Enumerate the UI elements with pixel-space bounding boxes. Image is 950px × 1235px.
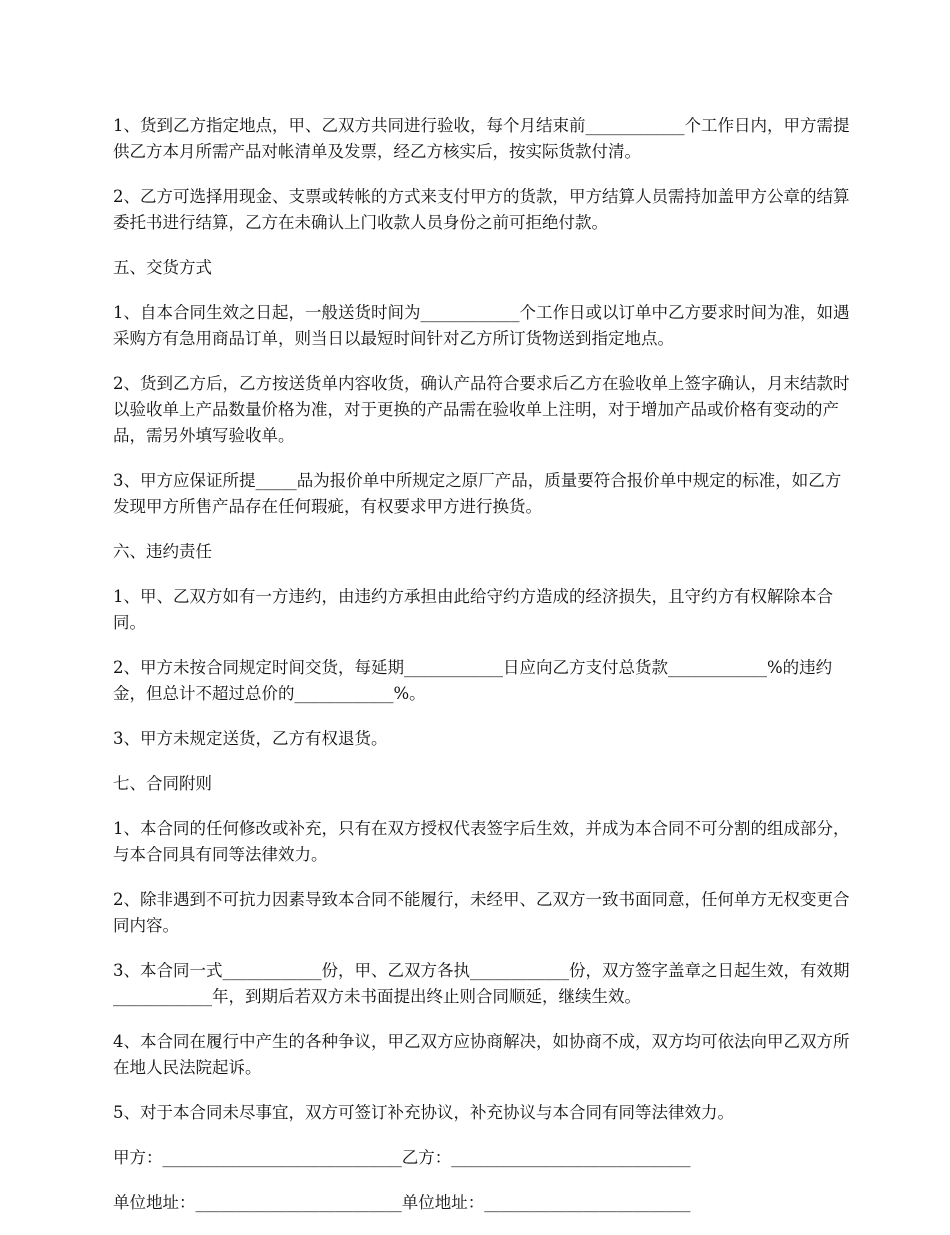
payment-clause-2: 2、乙方可选择用现金、支票或转帐的方式来支付甲方的货款，甲方结算人员需持加盖甲方公章的结算委托书进行结算，乙方在未确认上门收款人员身份之前可拒绝付款。 — [113, 187, 850, 232]
address-signature-line: 单位地址：_________________________单位地址：_________________________ — [113, 1193, 691, 1212]
document-page — [113, 113, 855, 1235]
liability-clause-1: 1、甲、乙双方如有一方违约，由违约方承担由此给守约方造成的经济损失，且守约方有权解除本合同。 — [113, 587, 833, 632]
delivery-clause-3: 3、甲方应保证所提_____品为报价单中所规定之原厂产品，质量要符合报价单中规定的标准，如乙方发现甲方所售产品存在任何瑕疵，有权要求甲方进行换货。 — [113, 471, 842, 516]
party-signature-line: 甲方：_____________________________乙方：_____________________________ — [113, 1148, 691, 1167]
liability-clause-2: 2、甲方未按合同规定时间交货，每延期____________日应向乙方支付总货款____________%的违约金，但总计不超过总价的____________%。 — [113, 658, 833, 703]
section-heading-liability: 六、违约责任 — [113, 542, 212, 561]
section-heading-delivery: 五、交货方式 — [113, 258, 212, 277]
supplementary-clause-5: 5、对于本合同未尽事宜，双方可签订补充协议，补充协议与本合同有同等法律效力。 — [113, 1103, 734, 1122]
supplementary-clause-4: 4、本合同在履行中产生的各种争议，甲乙双方应协商解决，如协商不成，双方均可依法向甲乙双方所在地人民法院起诉。 — [113, 1032, 850, 1077]
supplementary-clause-3: 3、本合同一式____________份，甲、乙双方各执____________份，双方签字盖章之日起生效，有效期____________年，到期后若双方未书面提出终止则合同顺延，继续生效。 — [113, 961, 850, 1006]
supplementary-clause-2: 2、除非遇到不可抗力因素导致本合同不能履行，未经甲、乙双方一致书面同意，任何单方无权变更合同内容。 — [113, 890, 850, 935]
payment-clause-1: 1、货到乙方指定地点，甲、乙双方共同进行验收，每个月结束前____________个工作日内，甲方需提供乙方本月所需产品对帐清单及发票，经乙方核实后，按实际货款付清。 — [113, 116, 850, 161]
delivery-clause-1: 1、自本合同生效之日起，一般送货时间为____________个工作日或以订单中乙方要求时间为准，如遇采购方有急用商品订单，则当日以最短时间针对乙方所订货物送到指定地点。 — [113, 303, 850, 348]
section-heading-supplementary: 七、合同附则 — [113, 774, 212, 793]
delivery-clause-2: 2、货到乙方后，乙方按送货单内容收货，确认产品符合要求后乙方在验收单上签字确认，月末结款时以验收单上产品数量价格为准，对于更换的产品需在验收单上注明，对于增加产品或价格有变动的产品，需另外填写验收单。 — [113, 374, 850, 445]
liability-clause-3: 3、甲方未规定送货，乙方有权退货。 — [113, 729, 388, 748]
supplementary-clause-1: 1、本合同的任何修改或补充，只有在双方授权代表签字后生效，并成为本合同不可分割的组成部分，与本合同具有同等法律效力。 — [113, 819, 850, 864]
